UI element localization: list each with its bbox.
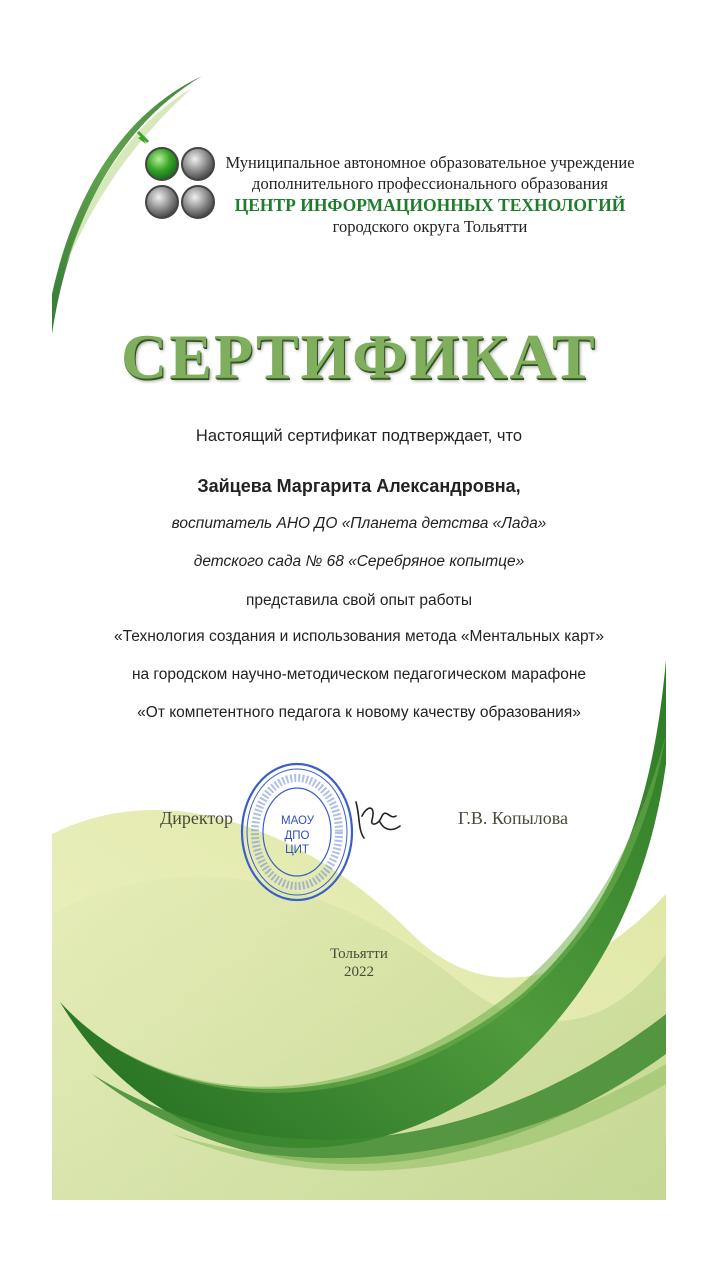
position-line-2: детского сада № 68 «Серебряное копытце»: [193, 553, 525, 570]
body-line-5: представила свой опыт работы: [245, 592, 473, 609]
body-line-7: на городском научно-методическом педагогическом марафоне: [131, 666, 587, 683]
org-line-3: ЦЕНТР ИНФОРМАЦИОННЫХ ТЕХНОЛОГИЙ: [234, 195, 626, 215]
stamp-line-1: МАОУ: [281, 815, 314, 827]
organization-header: [220, 152, 640, 238]
stamp-line-2: ДПО ЦИТ: [284, 830, 310, 856]
director-label: Директор: [160, 808, 234, 828]
body-line-6: «Технология создания и использования метода «Ментальных карт»: [114, 628, 604, 645]
recipient-name: Зайцева Маргарита Александровна,: [197, 476, 521, 496]
intro-text: Настоящий сертификат подтверждает, что: [195, 427, 523, 445]
director-signature: [350, 796, 404, 844]
position-line-1: воспитатель АНО ДО «Планета детства «Лада»: [171, 515, 547, 532]
cit-logo: [136, 130, 220, 224]
org-line-1: Муниципальное автономное образовательное учреждение: [225, 153, 635, 172]
city: Тольятти: [330, 946, 388, 962]
org-line-2: дополнительного профессионального образования: [252, 174, 608, 193]
body-line-8: «От компетентного педагога к новому качеству образования»: [137, 704, 581, 721]
certificate-title: СЕРТИФИКАТ: [121, 321, 597, 392]
year: 2022: [344, 964, 374, 980]
org-line-4: городского округа Тольятти: [332, 217, 528, 236]
certificate: [52, 74, 666, 1200]
director-name: Г.В. Копылова: [458, 808, 568, 828]
